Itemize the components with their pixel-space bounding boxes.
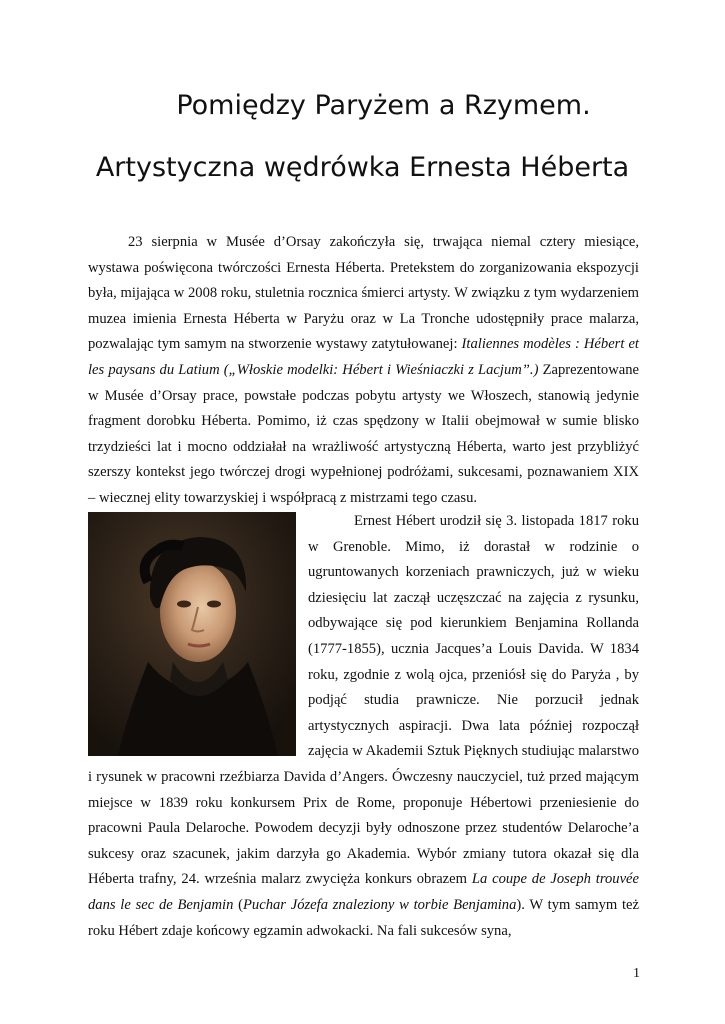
page-number: 1	[633, 966, 640, 981]
paragraph-biography-text-3: ). W tym samym też roku Hébert zdaje końcowy egzamin adwokacki. Na fali sukcesów syna,	[88, 896, 639, 939]
document-title-line1: Pomiędzy Paryżem a Rzymem.	[176, 90, 591, 121]
paragraph-intro-text-1: 23 sierpnia w Musée d’Orsay zakończyła się, trwająca niemal cztery miesiące, wystawa poświęcona twórczości Ernesta Héberta. Pretekstem do zorganizowania ekspozycji była, mijająca w 2008 roku, stuletnia rocznica śmierci artysty. W związku z tym wydarzeniem muzea imienia Ernesta Héberta w Paryżu oraz w La Tronche udostępniły prace malarza, pozwalając tym samym na stworzenie wystawy zatytułowanej:	[88, 234, 639, 353]
document-title-line2: Artystyczna wędrówka Ernesta Héberta	[95, 152, 630, 183]
paragraph-intro-text-2: Zaprezentowane w Musée d’Orsay prace, powstałe podczas pobytu artysty we Włoszech, stanowią jedynie fragment dorobku Héberta. Pomimo, iż czas spędzony w Italii obejmował w sumie blisko trzydzieści lat i mocno oddziałał na wrażliwość artystyczną Héberta, warto jest przybliżyć szerszy kontekst jego twórczej drogi wypełnionej podróżami, sukcesami, poznawaniem XIX – wiecznej elity towarzyskiej i współpracą z mistrzami tego czasu.	[88, 361, 640, 506]
exhibition-title-italic: Italiennes modèles : Hébert et les paysans du Latium („Włoskie modelki: Hébert i Wieśniaczki z Lacjum”.)	[88, 336, 639, 378]
paragraph-biography-text-2: (	[233, 896, 244, 913]
paragraph-intro	[88, 230, 639, 512]
portrait-painting	[88, 512, 296, 756]
portrait-image	[88, 512, 296, 756]
paragraph-biography-text-1: Ernest Hébert urodził się 3. listopada 1817 roku w Grenoble. Mimo, iż dorastał w rodzinie o ugruntowanych korzeniach prawniczych, już w wieku dziesięciu lat zaczął uczęszczać na zajęcia z rysunku, odbywające się pod kierunkiem Benjamina Rollanda (1777-1855), ucznia Jacques’a Louis Davida. W 1834 roku, zgodnie z wolą ojca, przeniósł się do Paryża , by podjąć studia prawnicze. Nie porzucił jednak artystycznych aspiracji. Dwa lata później rozpoczął zajęcia w Akademii Sztuk Pięknych studiując malarstwo i rysunek w pracowni rzeźbiarza Davida d’Angers. Ówczesny nauczyciel, tuż przed mającym miejsce w 1839 roku konkursem Prix de Rome, proponuje Hébertowi przeniesienie do pracowni Paula Delaroche. Powodem decyzji były odnoszone przez studentów Delaroche’a sukcesy oraz szacunek, jakim darzyła go Akademia. Wybór zmiany tutora okazał się dla Héberta trafny, 24. września malarz zwycięża konkurs obrazem	[88, 513, 639, 888]
painting-title-italic: La coupe de Joseph trouvée dans le sec de Benjamin	[88, 871, 639, 913]
painting-title-polish-italic: Puchar Józefa znaleziony w torbie Benjamina	[243, 896, 517, 913]
paragraph-biography	[88, 509, 639, 944]
